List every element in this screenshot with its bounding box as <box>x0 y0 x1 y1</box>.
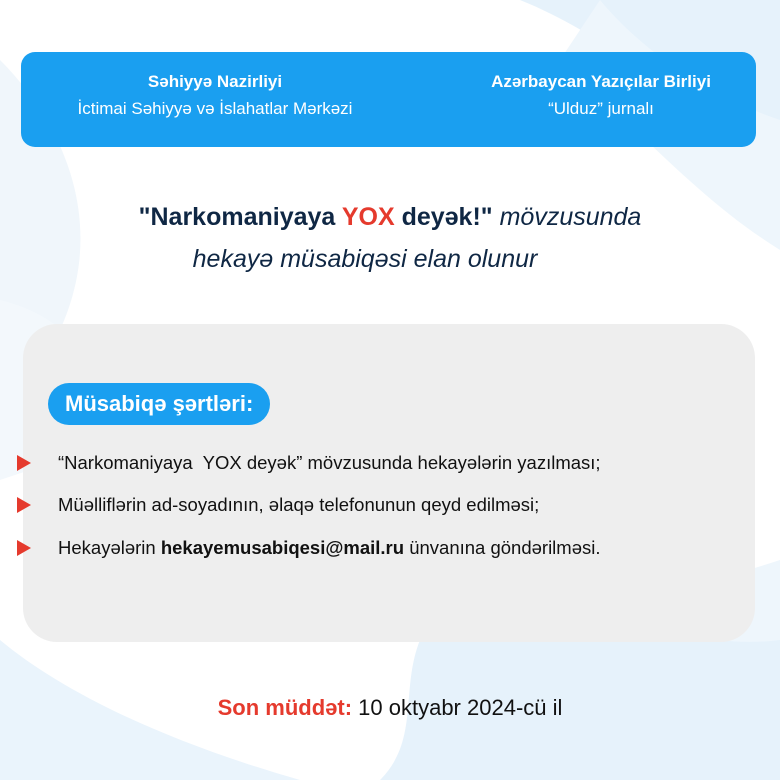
arrow-icon <box>17 540 31 556</box>
headline-topic: mövzusunda <box>492 203 642 231</box>
headline-yox: YOX <box>341 203 395 231</box>
deadline-label: Son müddət: <box>217 695 353 720</box>
header-banner <box>21 52 756 147</box>
ministry-name: Səhiyyə Nazirliyi <box>147 72 283 91</box>
deadline-date: 10 oktyabr 2024-cü il <box>352 695 563 720</box>
conditions-card <box>23 324 755 642</box>
headline-line2: hekayə müsabiqəsi elan olunur <box>192 245 538 273</box>
condition-prefix: Hekayələrin <box>58 537 161 558</box>
condition-item <box>17 448 767 478</box>
headline-quote-end: deyək!" <box>394 203 493 231</box>
condition-suffix: ünvanına göndərilməsi. <box>404 537 601 558</box>
ministry-block <box>21 68 409 122</box>
headline-quote-start: "Narkomaniyaya <box>138 203 342 231</box>
announcement-headline <box>0 196 780 280</box>
condition-text: Müəlliflərin ad-soyadının, əlaqə telefonunun qeyd edilməsi; <box>58 494 540 515</box>
arrow-icon <box>17 455 31 471</box>
condition-text: “Narkomaniyaya YOX deyək” mövzusunda hekayələrin yazılması; <box>58 452 601 473</box>
condition-item <box>17 533 767 563</box>
writers-union-block <box>451 68 751 122</box>
condition-text <box>58 533 601 563</box>
email-address: hekayemusabiqesi@mail.ru <box>160 537 405 558</box>
writers-union-name: Azərbaycan Yazıçılar Birliyi <box>491 72 711 91</box>
condition-item <box>17 490 767 520</box>
ministry-department: İctimai Səhiyyə və İslahatlar Mərkəzi <box>77 99 353 118</box>
conditions-title: Müsabiqə şərtləri: <box>48 383 270 425</box>
journal-name: “Ulduz” jurnalı <box>548 99 654 118</box>
arrow-icon <box>17 497 31 513</box>
deadline <box>0 692 780 724</box>
